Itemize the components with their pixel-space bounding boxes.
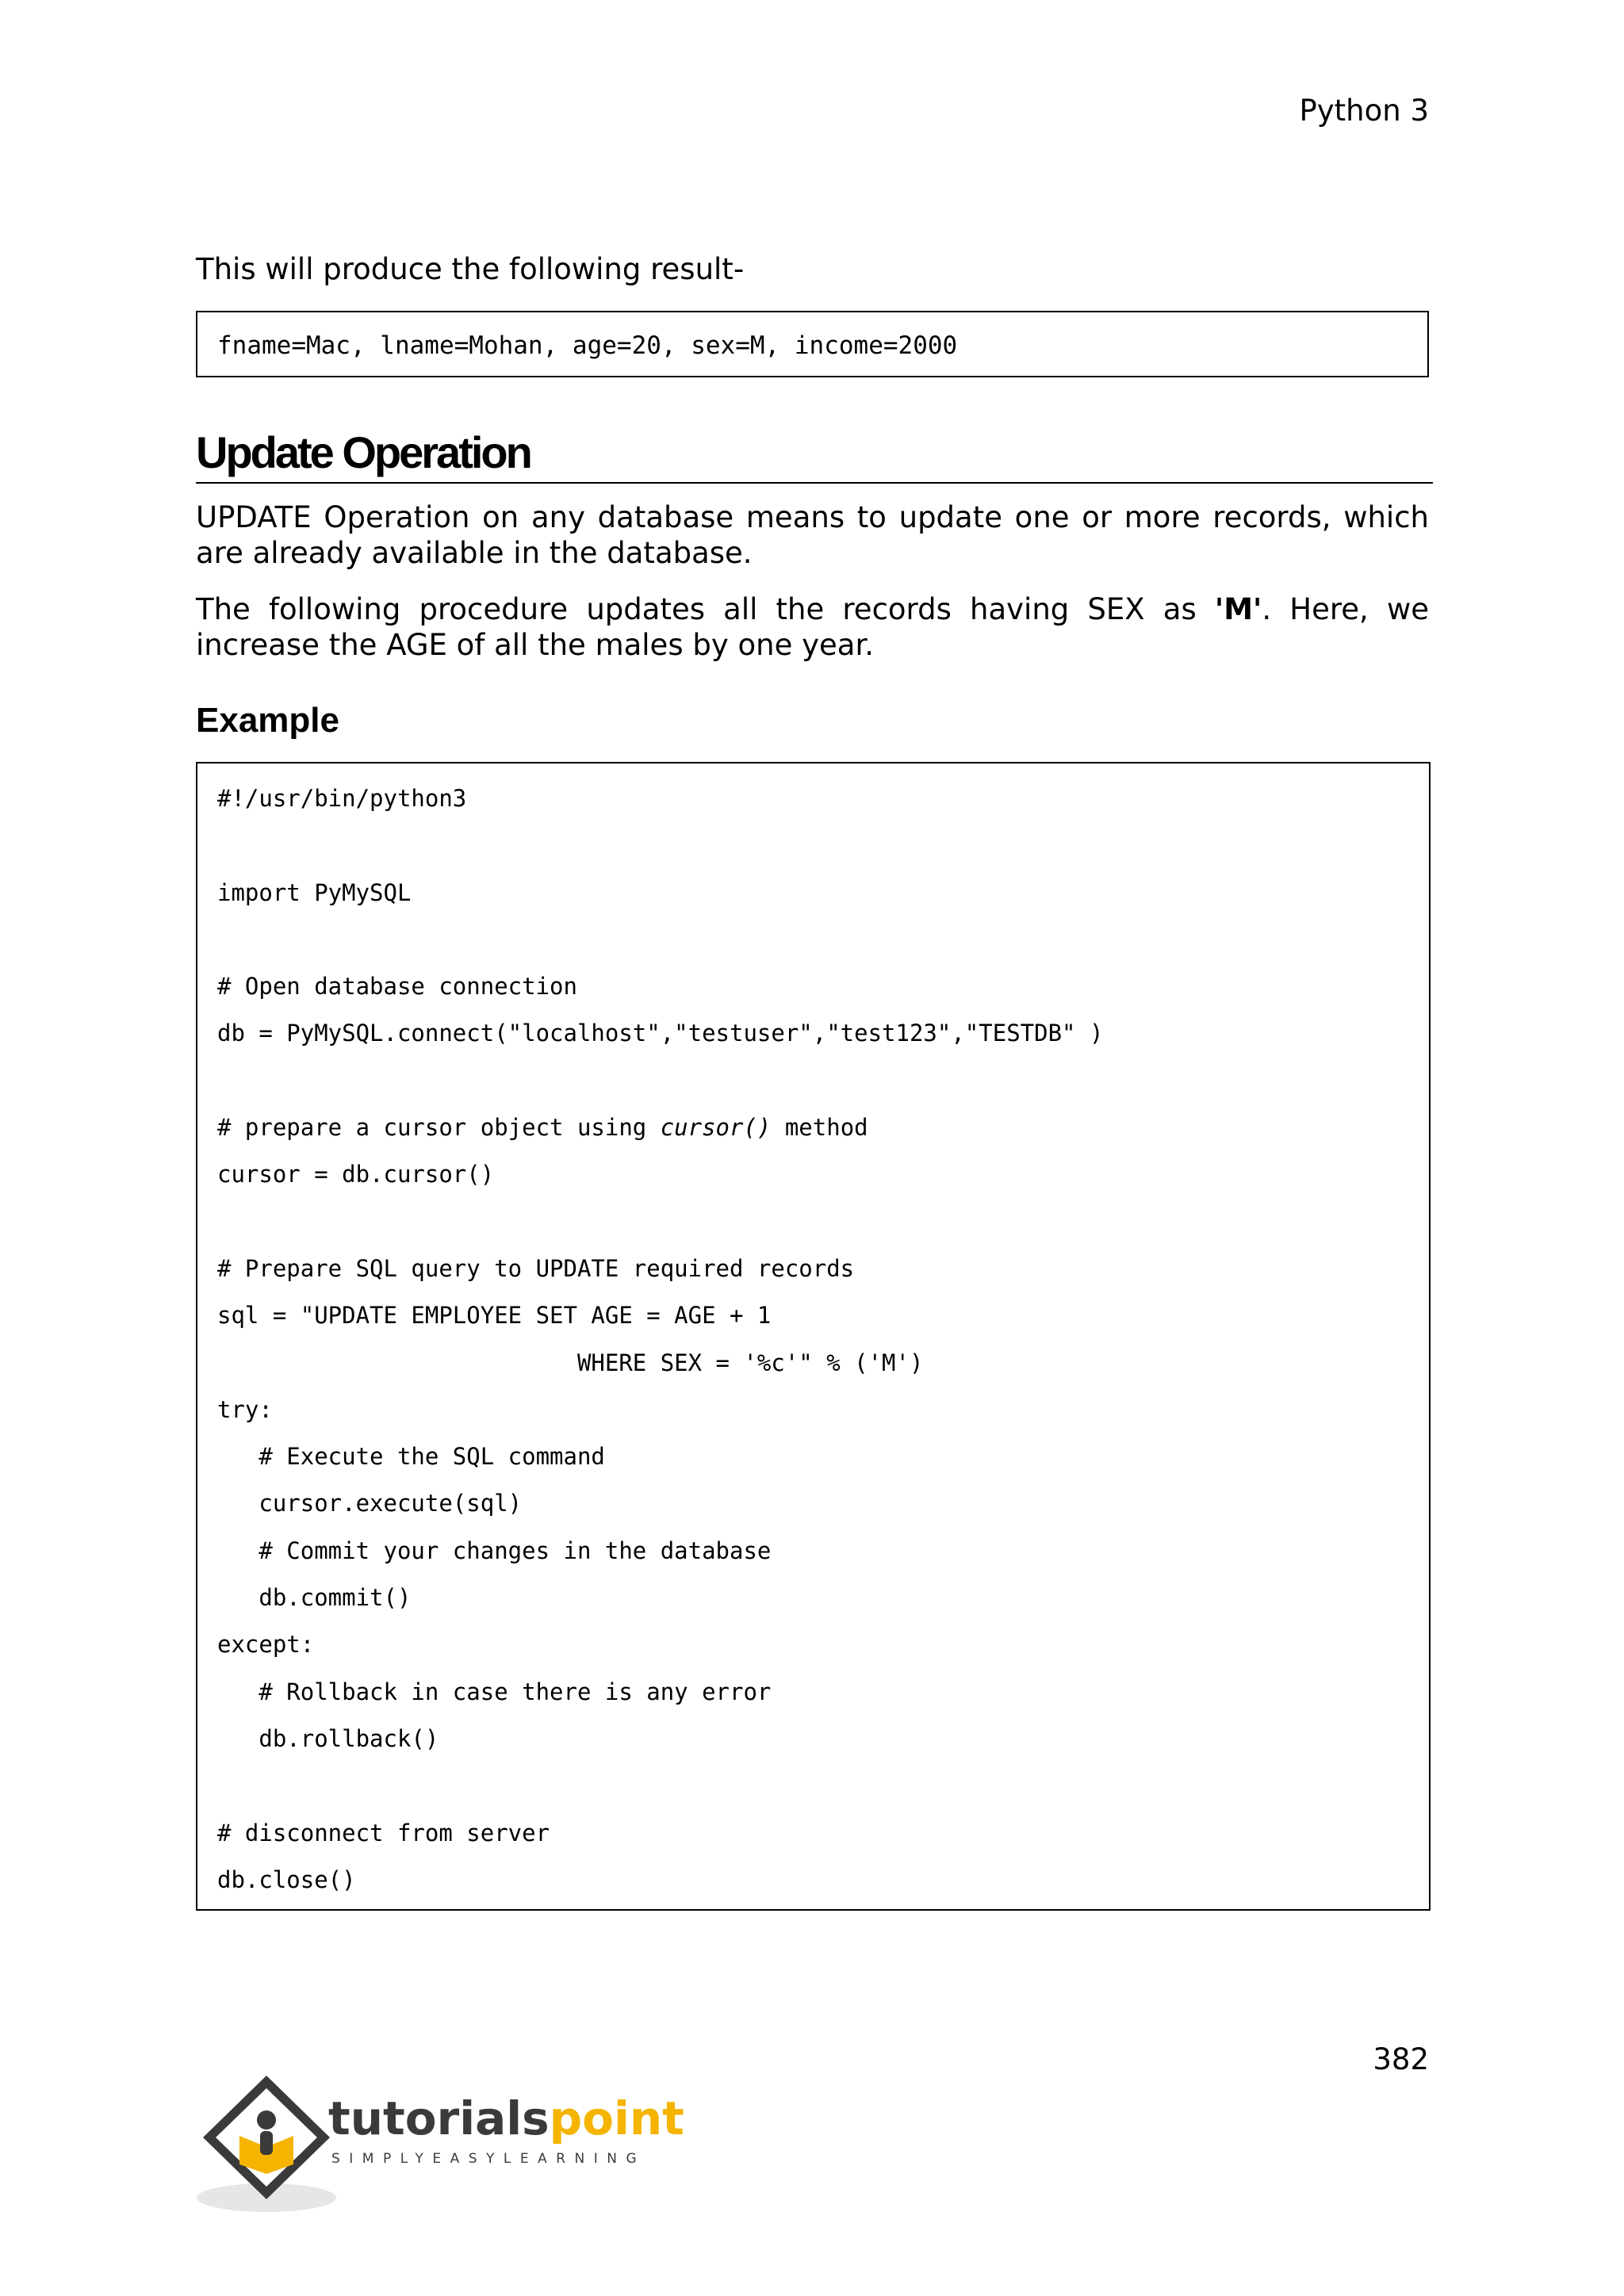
logo-tagline: SIMPLYEASYLEARNING — [331, 2151, 646, 2167]
code-block — [196, 762, 1431, 1911]
code-line: db = PyMySQL.connect("localhost","testuser","test123","TESTDB" ) — [217, 1020, 1104, 1047]
code-line — [217, 1063, 1429, 1110]
logo-brand-text — [328, 2091, 684, 2145]
code-line: # Rollback in case there is any error — [217, 1678, 772, 1705]
paragraph-update-procedure — [196, 591, 1429, 663]
code-line — [217, 922, 1429, 969]
code-line: cursor = db.cursor() — [217, 1161, 495, 1188]
page-number: 382 — [1373, 2042, 1429, 2076]
code-line: # Execute the SQL command — [217, 1443, 605, 1471]
logo-brand-part2: point — [549, 2091, 684, 2145]
para2-bold-value: 'M' — [1214, 592, 1262, 626]
code-line: try: — [217, 1395, 273, 1423]
paragraph-update-definition: UPDATE Operation on any database means to update one or more records, which are already available in the database. — [196, 500, 1429, 570]
page-header: Python 3 — [1299, 94, 1429, 128]
code-line: # disconnect from server — [217, 1819, 550, 1846]
code-line: #!/usr/bin/python3 — [217, 785, 467, 812]
code-line: # Prepare SQL query to UPDATE required records — [217, 1254, 855, 1282]
code-line: except: — [217, 1631, 315, 1659]
code-line: import PyMySQL — [217, 878, 412, 906]
code-line — [217, 828, 1429, 874]
example-heading: Example — [196, 701, 339, 740]
logo-brand-part1: tutorials — [328, 2091, 550, 2145]
code-comment: # prepare a cursor object using — [217, 1114, 661, 1142]
code-line: db.close() — [217, 1866, 356, 1893]
logo-person-head-icon — [257, 2110, 276, 2130]
tutorialspoint-logo — [195, 2071, 684, 2214]
code-comment-italic: cursor() — [660, 1114, 772, 1142]
code-line: # Open database connection — [217, 973, 577, 1001]
code-line: cursor.execute(sql) — [217, 1490, 523, 1517]
code-line: db.rollback() — [217, 1724, 439, 1752]
code-line — [217, 1204, 1429, 1251]
para2-text-end: . Here, we increase the AGE of all the males by one year. — [196, 592, 1429, 662]
result-output-box: fname=Mac, lname=Mohan, age=20, sex=M, income=2000 — [196, 311, 1429, 377]
para2-text: The following procedure updates all the records having SEX as — [196, 592, 1215, 626]
code-line: # Commit your changes in the database — [217, 1536, 772, 1564]
code-comment: method — [771, 1114, 868, 1142]
code-line: sql = "UPDATE EMPLOYEE SET AGE = AGE + 1 — [217, 1302, 772, 1330]
intro-text: This will produce the following result- — [196, 252, 745, 286]
code-line: WHERE SEX = '%c'" % ('M') — [217, 1349, 924, 1376]
code-line: db.commit() — [217, 1584, 412, 1612]
section-title: Update Operation — [196, 427, 1433, 484]
code-line — [217, 1110, 1429, 1157]
logo-person-body-icon — [260, 2131, 273, 2155]
code-line — [217, 1768, 1429, 1815]
